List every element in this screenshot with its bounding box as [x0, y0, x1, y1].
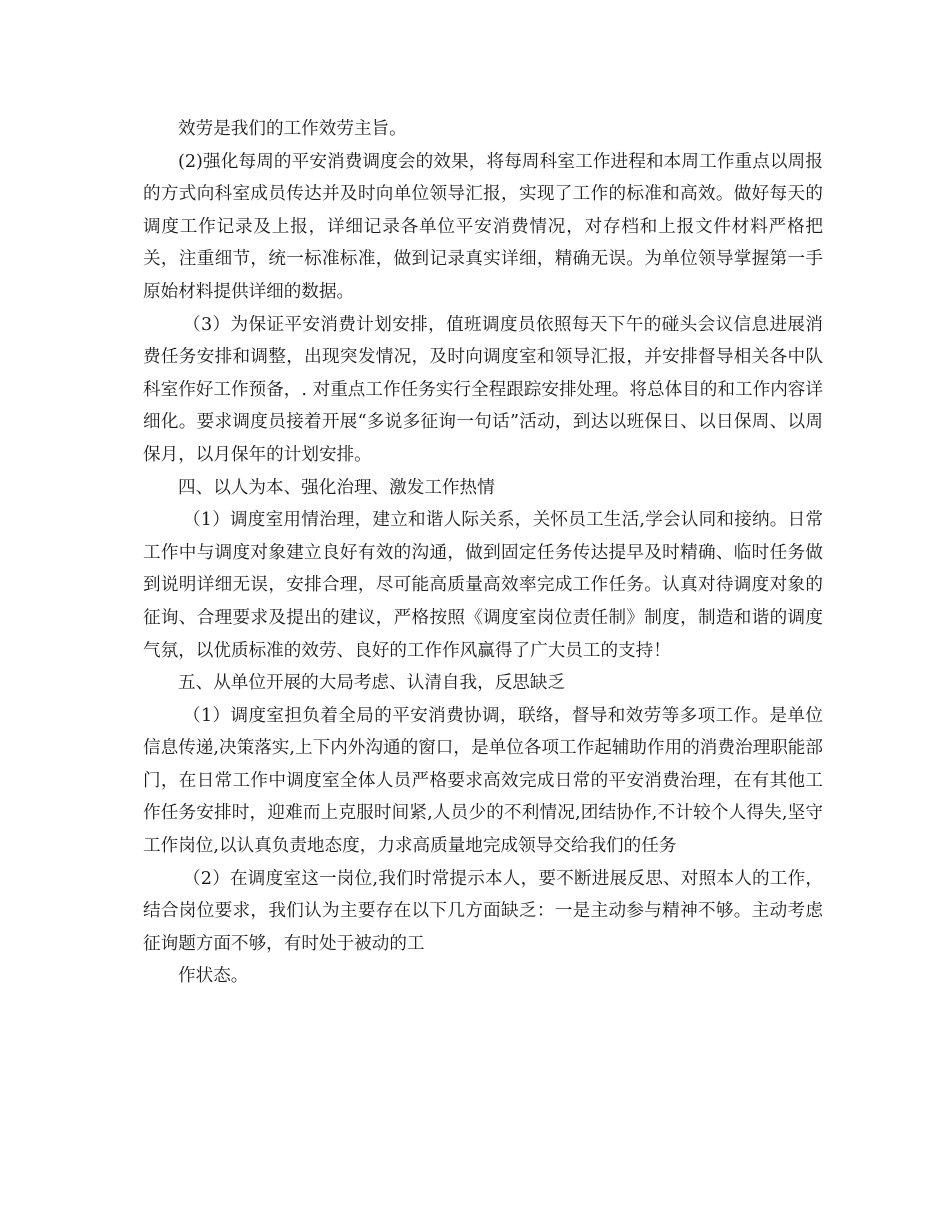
- paragraph-item-2: (2)强化每周的平安消费调度会的效果，将每周科室工作进程和本周工作重点以周报的方式向科室成员传达并及时向单位领导汇报，实现了工作的标准和高效。做好每天的调度工作记录及上报，详细记录各单位平安消费情况，对存档和上报文件材料严格把关，注重细节，统一标准标准，做到记录真实详细，精确无误。为单位领导掌握第一手原始材料提供详细的数据。: [143, 151, 823, 302]
- paragraph-section5-item-2: （2）在调度室这一岗位,我们时常提示本人，要不断进展反思、对照本人的工作，结合岗位要求，我们认为主要存在以下几方面缺乏：一是主动参与精神不够。主动考虑征询题方面不够，有时处于被动的工: [143, 868, 823, 954]
- paragraph-section5-item-1: （1）调度室担负着全局的平安消费协调，联络，督导和效劳等多项工作。是单位信息传递,决策落实,上下内外沟通的窗口，是单位各项工作起辅助作用的消费治理职能部门，在日常工作中调度室全体人员严格要求高效完成日常的平安消费治理，在有其他工作任务安排时，迎难而上克服时间紧,人员少的不利情况,团结协作,不计较个人得失,坚守工作岗位,以认真负责地态度，力求高质量地完成领导交给我们的任务: [143, 705, 823, 857]
- paragraph-section4-item-1: （1）调度室用情治理，建立和谐人际关系，关怀员工生活,学会认同和接纳。日常工作中与调度对象建立良好有效的沟通，做到固定任务传达提早及时精确、临时任务做到说明详细无误，安排合理，尽可能高质量高效率完成工作任务。认真对待调度对象的征询、合理要求及提出的建议，严格按照《调度室岗位责任制》制度，制造和谐的调度气氛，以优质标准的效劳、良好的工作作风赢得了广大员工的支持！: [143, 510, 823, 661]
- section-heading-4: 四、以人为本、强化治理、激发工作热情: [178, 477, 495, 498]
- section-heading-5: 五、从单位开展的大局考虑、认清自我，反思缺乏: [178, 673, 566, 694]
- document-page: [143, 113, 823, 993]
- paragraph-item-3: （3）为保证平安消费计划安排，值班调度员依照每天下午的碰头会议信息进展消费任务安排和调整，出现突发情况，及时向调度室和领导汇报，并安排督导相关各中队科室作好工作预备，. 对重点工作任务实行全程跟踪安排处理。将总体目的和工作内容详细化。要求调度员接着开展“多说多征询一句话”活动，到达以班保日、以日保周、以周保月，以月保年的计划安排。: [143, 314, 823, 465]
- paragraph-tail: 作状态。: [178, 966, 249, 987]
- paragraph-continuation: 效劳是我们的工作效劳主旨。: [178, 119, 407, 139]
